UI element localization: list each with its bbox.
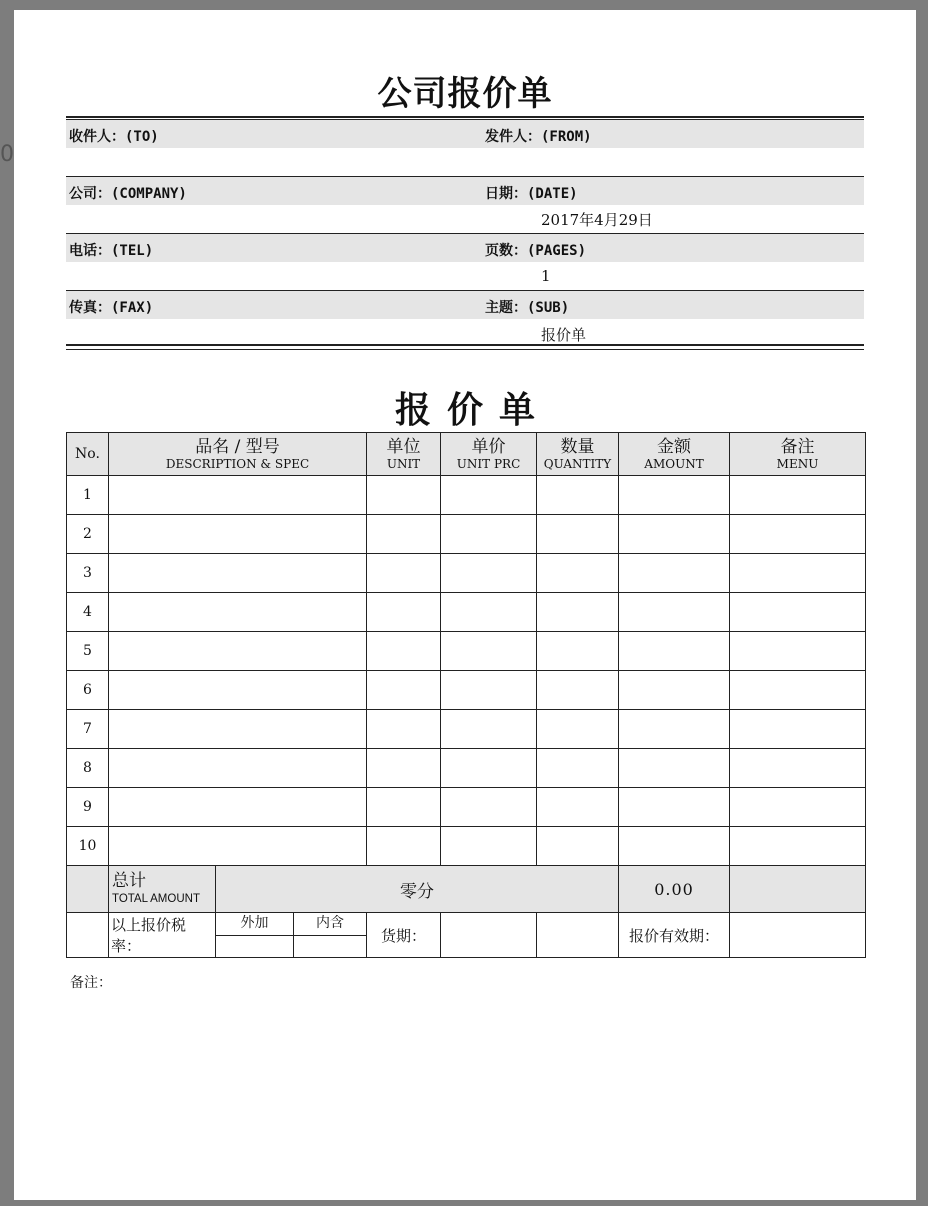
item-amount[interactable]: [619, 710, 730, 749]
row-number: 9: [67, 788, 109, 827]
row-number: 7: [67, 710, 109, 749]
info-row-company: [66, 176, 864, 205]
header-description-cn: 品名 / 型号: [195, 437, 280, 457]
item-unit-price[interactable]: [441, 632, 537, 671]
item-memo[interactable]: [730, 710, 866, 749]
item-unit[interactable]: [367, 710, 441, 749]
item-description[interactable]: [109, 710, 367, 749]
header-unit-cn: 单位: [386, 437, 421, 457]
item-unit[interactable]: [367, 515, 441, 554]
header-description-en: DESCRIPTION & SPEC: [165, 457, 310, 471]
pages-label: 页数：(PAGES): [485, 243, 587, 259]
quotation-table: [66, 432, 866, 958]
item-quantity[interactable]: [537, 515, 619, 554]
item-amount[interactable]: [619, 515, 730, 554]
item-amount[interactable]: [619, 476, 730, 515]
date-label: 日期：(DATE): [485, 186, 578, 202]
header-qty-en: QUANTITY: [543, 457, 612, 471]
item-quantity[interactable]: [537, 671, 619, 710]
row-number: 3: [67, 554, 109, 593]
header-qty-cn: 数量: [560, 437, 595, 457]
item-quantity[interactable]: [537, 788, 619, 827]
validity-label: 报价有效期：: [619, 913, 730, 958]
tax-no-cell: [67, 913, 109, 958]
header-amount-cn: 金额: [657, 437, 692, 457]
header-unit-en: UNIT: [386, 457, 421, 471]
item-quantity[interactable]: [537, 632, 619, 671]
table-row: [67, 671, 866, 710]
header-unit: [367, 433, 441, 476]
tax-extra-value[interactable]: [216, 936, 293, 957]
to-label: 收件人：(TO): [69, 129, 159, 145]
item-description[interactable]: [109, 788, 367, 827]
table-row: [67, 593, 866, 632]
item-unit-price[interactable]: [441, 593, 537, 632]
item-description[interactable]: [109, 632, 367, 671]
delivery-extra-cell[interactable]: [537, 913, 619, 958]
item-description[interactable]: [109, 827, 367, 866]
total-row: [67, 866, 866, 913]
total-memo-cell: [730, 866, 866, 913]
item-quantity[interactable]: [537, 554, 619, 593]
total-no-cell: [67, 866, 109, 913]
item-description[interactable]: [109, 476, 367, 515]
row-number: 5: [67, 632, 109, 671]
item-unit[interactable]: [367, 632, 441, 671]
header-quantity: [537, 433, 619, 476]
item-memo[interactable]: [730, 827, 866, 866]
info-divider-top: [66, 344, 864, 346]
tax-rate-label: 以上报价税率：: [109, 913, 216, 958]
item-unit[interactable]: [367, 671, 441, 710]
row-number: 1: [67, 476, 109, 515]
company-label: 公司：(COMPANY): [69, 186, 187, 202]
item-unit[interactable]: [367, 554, 441, 593]
header-memo-en: MENU: [776, 457, 819, 471]
table-row: [67, 710, 866, 749]
item-amount[interactable]: [619, 593, 730, 632]
item-description[interactable]: [109, 515, 367, 554]
date-value: 2017年4月29日: [541, 211, 653, 229]
item-description[interactable]: [109, 671, 367, 710]
edge-fragment: 0: [0, 142, 14, 167]
tax-extra-option[interactable]: [216, 913, 294, 957]
total-amount: 0.00: [619, 866, 730, 913]
item-unit[interactable]: [367, 827, 441, 866]
delivery-value[interactable]: [441, 913, 537, 958]
item-quantity[interactable]: [537, 476, 619, 515]
header-price-en: UNIT PRC: [456, 457, 521, 471]
total-in-words: 零分: [216, 866, 619, 913]
item-amount[interactable]: [619, 788, 730, 827]
item-memo[interactable]: [730, 593, 866, 632]
pages-value: 1: [541, 267, 551, 285]
item-unit-price[interactable]: [441, 554, 537, 593]
item-memo[interactable]: [730, 671, 866, 710]
item-description[interactable]: [109, 593, 367, 632]
delivery-label: 货期：: [367, 913, 441, 958]
item-unit-price[interactable]: [441, 710, 537, 749]
row-number: 6: [67, 671, 109, 710]
notes-label: 备注：: [70, 975, 112, 991]
table-row: [67, 788, 866, 827]
info-divider-bottom: [66, 349, 864, 350]
item-memo[interactable]: [730, 632, 866, 671]
item-unit[interactable]: [367, 476, 441, 515]
item-amount[interactable]: [619, 827, 730, 866]
info-row-fax: [66, 290, 864, 319]
item-unit[interactable]: [367, 593, 441, 632]
item-memo[interactable]: [730, 749, 866, 788]
tel-label: 电话：(TEL): [69, 243, 154, 259]
table-header: [67, 433, 866, 476]
header-amount-en: AMOUNT: [644, 457, 704, 471]
item-unit[interactable]: [367, 749, 441, 788]
info-row-recipient: [66, 119, 864, 148]
header-memo: [730, 433, 866, 476]
item-memo[interactable]: [730, 788, 866, 827]
item-memo[interactable]: [730, 476, 866, 515]
tax-included-value[interactable]: [294, 936, 366, 957]
total-label-en: TOTAL AMOUNT: [112, 892, 200, 905]
total-label-cn: 总计: [112, 870, 146, 891]
item-quantity[interactable]: [537, 710, 619, 749]
header-memo-cn: 备注: [780, 437, 815, 457]
header-no: No.: [67, 433, 109, 476]
row-number: 2: [67, 515, 109, 554]
info-row-tel: [66, 233, 864, 262]
item-quantity[interactable]: [537, 593, 619, 632]
item-quantity[interactable]: [537, 827, 619, 866]
item-amount[interactable]: [619, 749, 730, 788]
title-divider-top: [66, 116, 864, 118]
item-description[interactable]: [109, 554, 367, 593]
tax-options-cell: [216, 913, 367, 958]
tax-included-option[interactable]: [294, 913, 366, 957]
item-unit-price[interactable]: [441, 827, 537, 866]
subject-label: 主题：(SUB): [485, 300, 570, 316]
validity-value[interactable]: [730, 913, 866, 958]
table-row: [67, 749, 866, 788]
page-title: 公司报价单: [377, 74, 553, 114]
table-title: 报价单: [394, 390, 551, 431]
header-unit-price: [441, 433, 537, 476]
subject-value: 报价单: [541, 326, 587, 344]
tax-extra-label: 外加: [216, 913, 293, 936]
item-memo[interactable]: [730, 554, 866, 593]
item-unit[interactable]: [367, 788, 441, 827]
table-row: [67, 827, 866, 866]
total-label-cell: [109, 866, 216, 913]
item-unit-price[interactable]: [441, 671, 537, 710]
quotation-page: [14, 10, 916, 1200]
table-row: [67, 632, 866, 671]
item-unit-price[interactable]: [441, 749, 537, 788]
item-quantity[interactable]: [537, 749, 619, 788]
tax-included-label: 内含: [294, 913, 366, 936]
fax-label: 传真：(FAX): [69, 300, 154, 316]
table-row: [67, 476, 866, 515]
item-memo[interactable]: [730, 515, 866, 554]
tax-row: [67, 913, 866, 958]
header-description: [109, 433, 367, 476]
header-amount: [619, 433, 730, 476]
item-amount[interactable]: [619, 554, 730, 593]
table-row: [67, 515, 866, 554]
row-number: 4: [67, 593, 109, 632]
item-amount[interactable]: [619, 632, 730, 671]
row-number: 8: [67, 749, 109, 788]
table-row: [67, 554, 866, 593]
item-unit-price[interactable]: [441, 476, 537, 515]
from-label: 发件人：(FROM): [485, 129, 592, 145]
row-number: 10: [67, 827, 109, 866]
item-amount[interactable]: [619, 671, 730, 710]
item-description[interactable]: [109, 749, 367, 788]
header-price-cn: 单价: [471, 437, 506, 457]
item-unit-price[interactable]: [441, 515, 537, 554]
item-unit-price[interactable]: [441, 788, 537, 827]
